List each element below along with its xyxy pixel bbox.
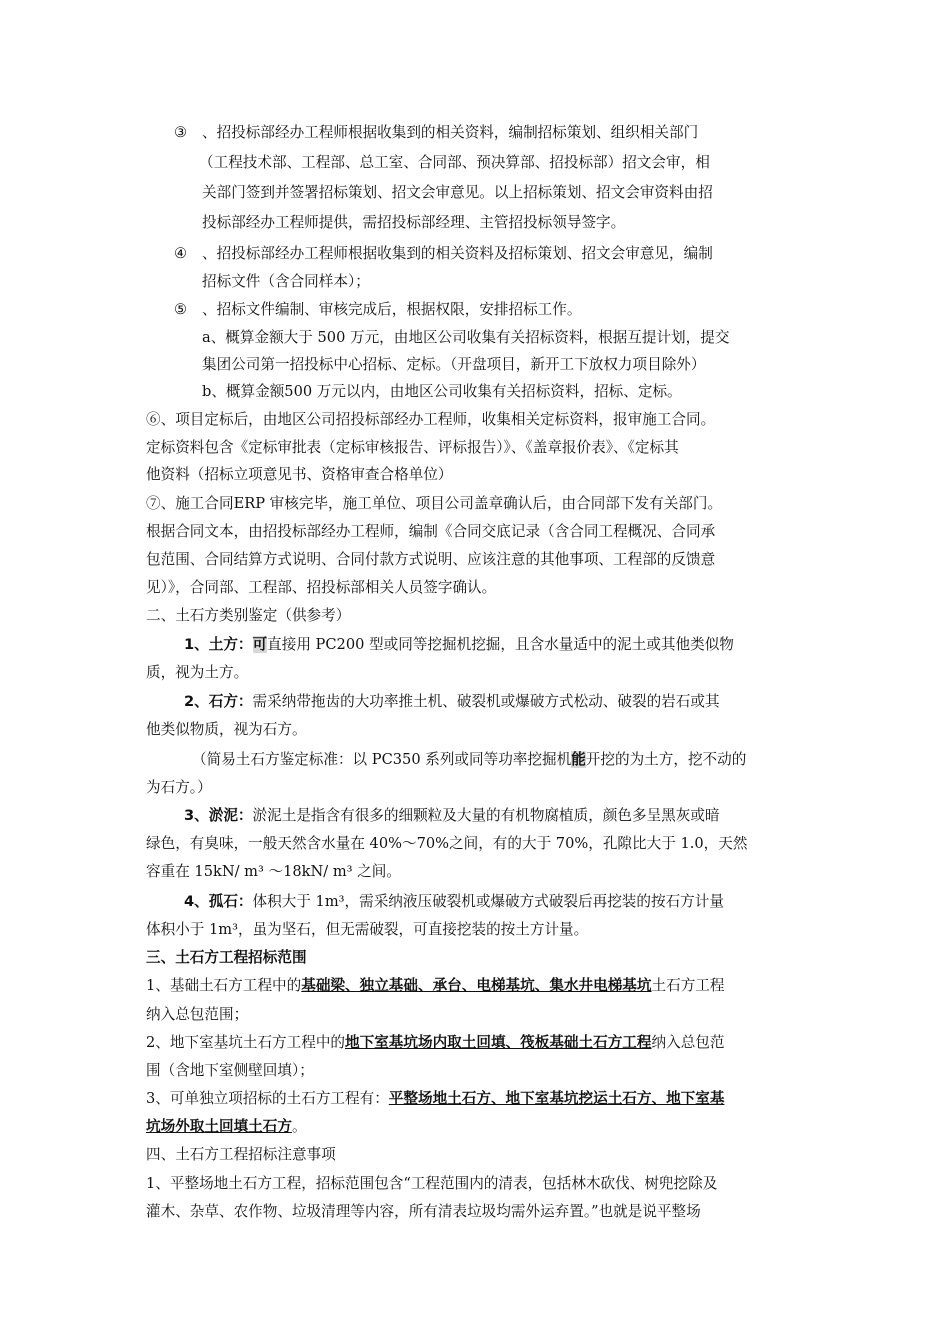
item3-number: ③ (174, 124, 188, 141)
section3-heading: 三、土石方工程招标范围 (146, 949, 307, 966)
section4-line-2: 灌木、杂草、农作物、垃圾清理等内容，所有清表垃圾均需外运弃置。”也就是说平整场 (146, 1203, 701, 1220)
scope-3-post: 。 (291, 1118, 307, 1135)
item7-line-2: 根据合同文本，由招投标部经办工程师，编制《合同交底记录（含合同工程概况、合同承 (146, 523, 716, 540)
item5-line-1: 、招标文件编制、审核完成后，根据权限，安排招标工作。 (202, 301, 582, 318)
scope-2-pre: 2、地下室基坑土石方工程中的 (146, 1034, 346, 1051)
tufang-line-2: 质，视为土方。 (146, 664, 249, 681)
item5a-line-2: 集团公司第一招投标中心招标、定标。（开盘项目，新开工下放权力项目除外） (202, 356, 706, 373)
item4-number: ④ (174, 245, 188, 262)
scope-3-underlined-2: 坑场外取土回填土石方 (146, 1118, 292, 1135)
section2-heading: 二、土石方类别鉴定（供参考） (146, 607, 351, 624)
gushi-label: 4、孤石： (184, 893, 253, 910)
scope-1-underlined: 基础梁、独立基础、承台、电梯基坑、集水井电梯基坑 (301, 977, 652, 994)
item5b-line: b、概算金额500 万元以内，由地区公司收集有关招标资料，招标、定标。 (202, 383, 682, 400)
shifang-line-2: 他类似物质，视为石方。 (146, 721, 307, 738)
item6-line-1: ⑥、项目定标后，由地区公司招投标部经办工程师，收集相关定标资料，报审施工合同。 (146, 411, 716, 428)
item3-line-3: 关部门签到并签署招标策划、招文会审意见。以上招标策划、招文会审资料由招 (202, 184, 713, 201)
simple-text-post: 开挖的为土方，挖不动的 (585, 751, 747, 768)
yuni-line-1 (184, 806, 720, 826)
scope-3-pre: 3、可单独立项招标的土石方工程有： (146, 1090, 389, 1107)
simple-highlight: 能 (571, 751, 586, 768)
simple-line-1 (192, 750, 746, 770)
item4-line-1: 、招投标部经办工程师根据收集到的相关资料及招标策划、招文会审意见，编制 (202, 245, 713, 262)
item7-line-1: ⑦、施工合同ERP 审核完毕，施工单位、项目公司盖章确认后，由合同部下发有关部门。 (146, 495, 723, 512)
gushi-text: 体积大于 1m³，需采纳液压破裂机或爆破方式破裂后再挖装的按石方计量 (252, 893, 724, 910)
section4-heading: 四、土石方工程招标注意事项 (146, 1146, 336, 1163)
tufang-highlight: 可 (252, 636, 268, 653)
tufang-label: 1、土方： (184, 636, 253, 653)
tufang-text: 直接用 PC200 型或同等挖掘机挖掘，且含水量适中的泥土或其他类似物 (267, 636, 734, 653)
scope-1-line-1 (146, 976, 724, 996)
shifang-label: 2、石方： (184, 693, 253, 710)
simple-line-2: 为石方。） (146, 779, 212, 796)
item3-line-2: （工程技术部、工程部、总工室、合同部、预决算部、招投标部）招文会审，相 (199, 154, 710, 171)
scope-2-line-2: 围（含地下室侧壁回填）； (146, 1062, 314, 1079)
tufang-line-1 (184, 635, 734, 655)
item5-number: ⑤ (174, 301, 188, 318)
yuni-label: 3、淤泥： (184, 807, 253, 824)
gushi-line-1 (184, 892, 724, 912)
scope-3-underlined: 平整场地土石方、地下室基坑挖运土石方、地下室基 (388, 1090, 725, 1107)
item5a-line-1: a、概算金额大于 500 万元，由地区公司收集有关招标资料，根据互提计划，提交 (202, 329, 730, 346)
item6-line-2: 定标资料包含《定标审批表（定标审核报告、评标报告）》、《盖章报价表》、《定标其 (146, 439, 679, 456)
scope-2-post: 纳入总包范 (651, 1034, 725, 1051)
scope-2-underlined: 地下室基坑场内取土回填、筏板基础土石方工程 (345, 1034, 652, 1051)
yuni-line-3: 容重在 15kN/ m³ ～18kN/ m³ 之间。 (146, 863, 401, 880)
yuni-line-2: 绿色，有臭味，一般天然含水量在 40%～70%之间，有的大于 70%，孔隙比大于 1.0，天然 (146, 835, 748, 852)
scope-1-line-2: 纳入总包范围； (146, 1006, 249, 1023)
scope-3-line-1 (146, 1089, 724, 1109)
item7-line-4: 见）》，合同部、工程部、招投标部相关人员签字确认。 (146, 579, 497, 596)
item7-line-3: 包范围、合同结算方式说明、合同付款方式说明、应该注意的其他事项、工程部的反馈意 (146, 551, 716, 568)
scope-3-line-2 (146, 1117, 307, 1137)
section4-line-1: 1、平整场地土石方工程，招标范围包含“工程范围内的清表，包括林木砍伐、树兜挖除及 (146, 1175, 718, 1192)
scope-1-post: 土石方工程 (651, 977, 725, 994)
simple-text-pre: （简易土石方鉴定标准：以 PC350 系列或同等功率挖掘机 (192, 751, 572, 768)
scope-2-line-1 (146, 1033, 724, 1053)
item3-line-1: 、招投标部经办工程师根据收集到的相关资料，编制招标策划、组织相关部门 (202, 124, 699, 141)
shifang-text: 需采纳带拖齿的大功率推土机、破裂机或爆破方式松动、破裂的岩石或其 (252, 693, 720, 710)
gushi-line-2: 体积小于 1m³，虽为坚石，但无需破裂，可直接挖装的按土方计量。 (146, 921, 589, 938)
yuni-text: 淤泥土是指含有很多的细颗粒及大量的有机物腐植质，颜色多呈黑灰或暗 (252, 807, 720, 824)
item4-line-2: 招标文件（含合同样本）； (202, 273, 370, 290)
item6-line-3: 他资料（招标立项意见书、资格审查合格单位） (146, 466, 453, 483)
item3-line-4: 投标部经办工程师提供，需招投标部经理、主管招投标领导签字。 (202, 214, 626, 231)
shifang-line-1 (184, 692, 720, 712)
scope-1-pre: 1、基础土石方工程中的 (146, 977, 302, 994)
